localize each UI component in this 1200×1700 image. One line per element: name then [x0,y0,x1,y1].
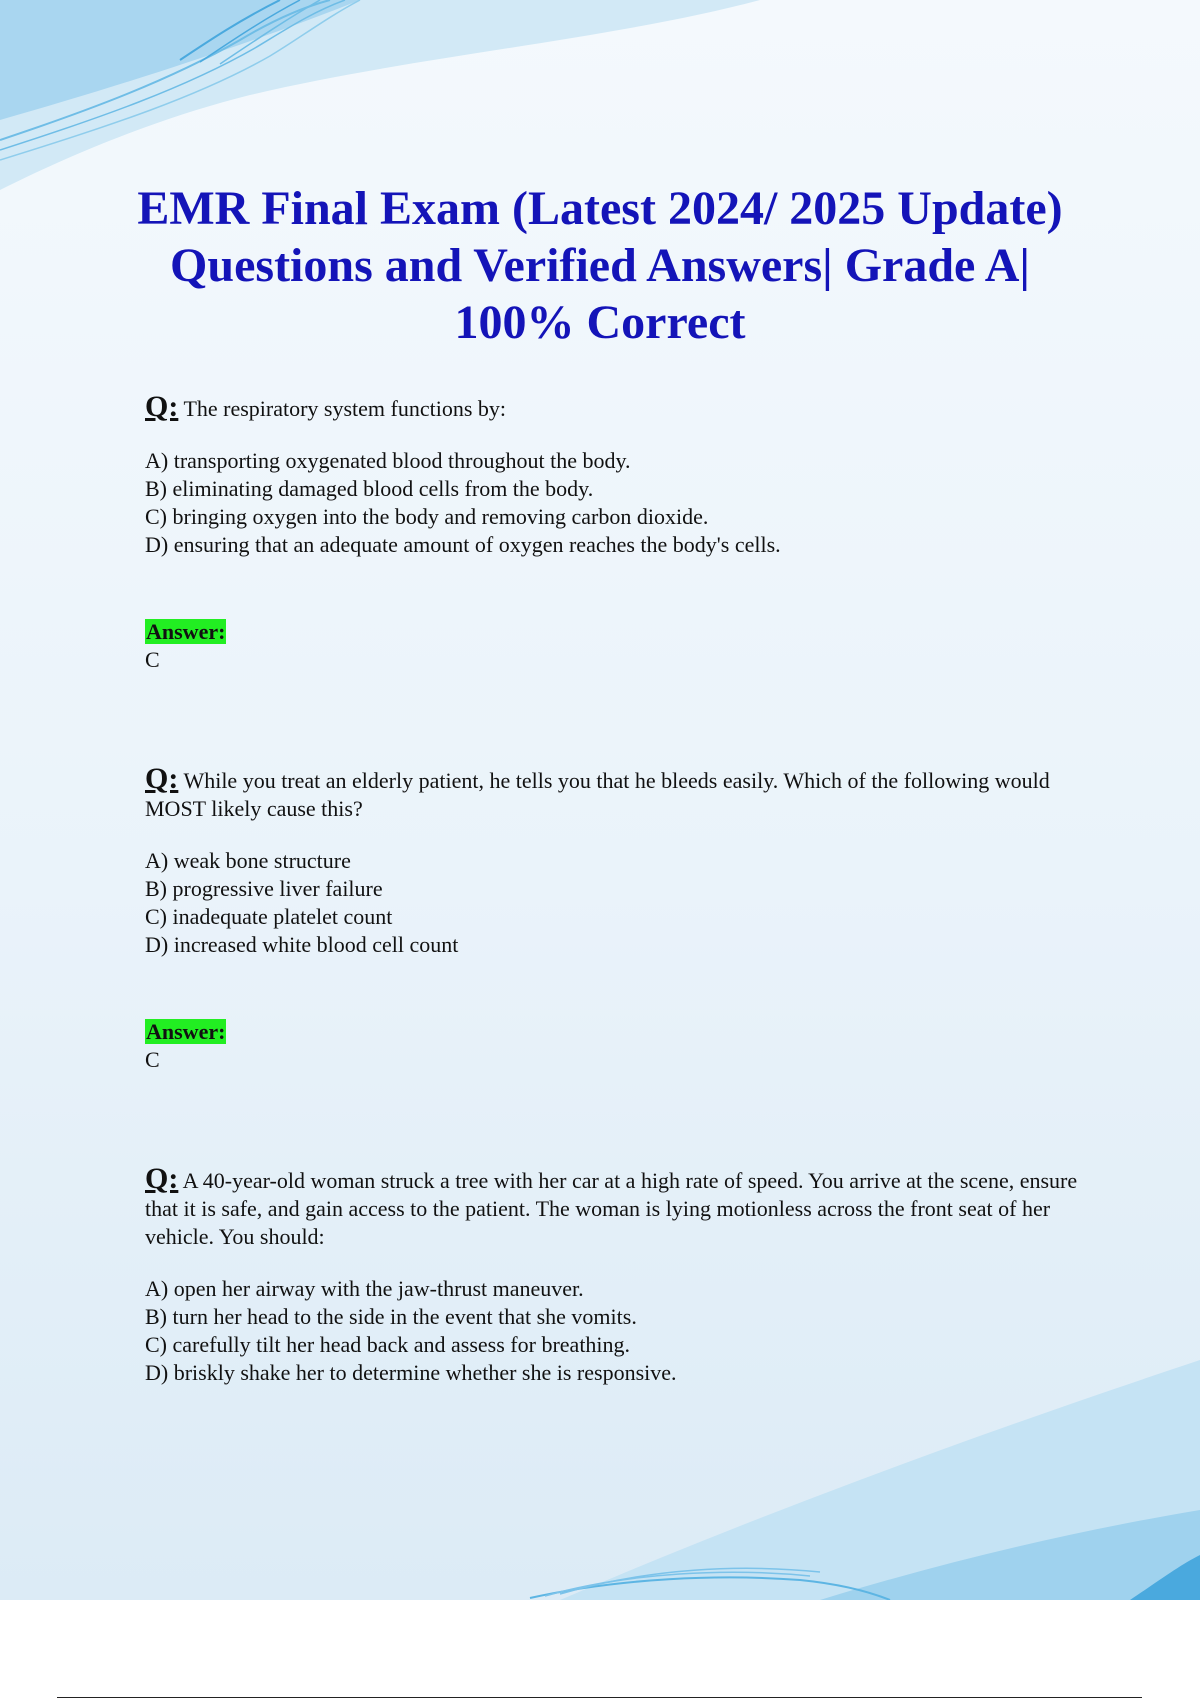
answer-options [145,1275,1085,1387]
footer-divider [57,1697,1142,1698]
answer-1 [145,618,226,674]
answer-value: C [145,647,160,672]
option-b: B) progressive liver failure [145,876,383,901]
answer-label: Answer: [146,1019,226,1044]
question-2 [145,762,1085,959]
option-c: C) inadequate platelet count [145,904,393,929]
title-line: 100% Correct [454,296,746,349]
answer-options [145,847,1085,959]
document-title [80,180,1120,351]
title-line: EMR Final Exam (Latest 2024/ 2025 Update) [137,182,1063,235]
option-c: C) bringing oxygen into the body and removing carbon dioxide. [145,504,709,529]
option-a: A) weak bone structure [145,848,351,873]
option-a: A) open her airway with the jaw-thrust maneuver. [145,1276,584,1301]
answer-2 [145,1018,226,1074]
question-text: A 40-year-old woman struck a tree with her car at a high rate of speed. You arrive at the scene, ensure that it is safe, and gain access to the patient. The woman is lying motionless across the front seat of her vehicle. You should: [145,1168,1078,1249]
answer-options [145,447,1085,559]
option-a: A) transporting oxygenated blood throughout the body. [145,448,631,473]
question-text: The respiratory system functions by: [183,396,507,421]
option-d: D) briskly shake her to determine whether she is responsive. [145,1360,677,1385]
option-d: D) increased white blood cell count [145,932,459,957]
question-stem [145,1162,1085,1251]
question-label: Q: [145,390,179,423]
question-stem [145,390,1085,423]
answer-label: Answer: [146,619,226,644]
question-label: Q: [145,1162,179,1195]
question-1 [145,390,1085,559]
question-3 [145,1162,1085,1387]
option-d: D) ensuring that an adequate amount of oxygen reaches the body's cells. [145,532,781,557]
title-line: Questions and Verified Answers| Grade A| [170,239,1030,292]
question-stem [145,762,1085,823]
answer-value: C [145,1047,160,1072]
option-b: B) turn her head to the side in the event that she vomits. [145,1304,637,1329]
question-label: Q: [145,762,179,795]
option-c: C) carefully tilt her head back and assess for breathing. [145,1332,631,1357]
option-b: B) eliminating damaged blood cells from the body. [145,476,594,501]
question-text: While you treat an elderly patient, he tells you that he bleeds easily. Which of the following would MOST likely cause this? [145,768,1050,821]
